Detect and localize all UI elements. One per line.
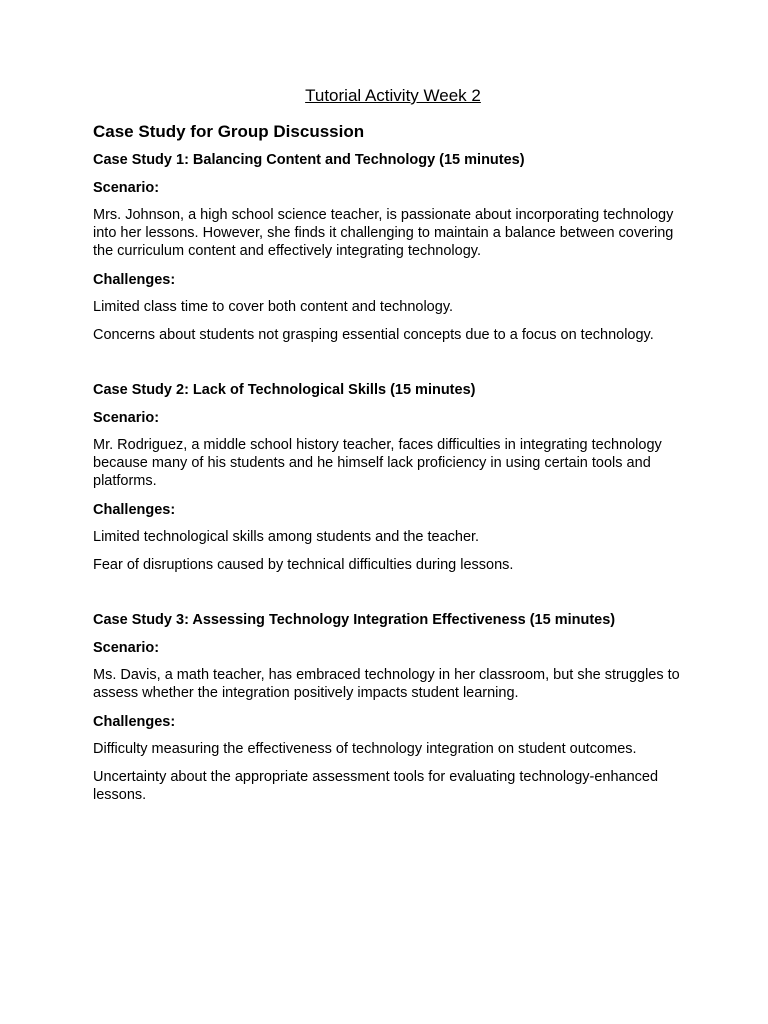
document-subtitle: Case Study for Group Discussion [93, 122, 365, 141]
scenario-label: Scenario: [93, 410, 160, 426]
case-study-2 [93, 380, 693, 574]
case-study-3 [93, 610, 693, 804]
scenario-label: Scenario: [93, 640, 160, 656]
challenges-label: Challenges: [93, 714, 176, 730]
scenario-label: Scenario: [93, 180, 160, 196]
challenge-item: Difficulty measuring the effectiveness of technology integration on student outcomes. [93, 741, 637, 757]
case-study-1 [93, 150, 693, 344]
challenge-item: Uncertainty about the appropriate assessment tools for evaluating technology-enhanced lessons. [93, 769, 659, 803]
case-study-heading: Case Study 2: Lack of Technological Skills (15 minutes) [93, 382, 476, 398]
challenges-label: Challenges: [93, 502, 176, 518]
challenge-item: Concerns about students not grasping essential concepts due to a focus on technology. [93, 327, 654, 343]
challenge-item: Limited technological skills among students and the teacher. [93, 529, 480, 545]
section-spacer [93, 584, 693, 610]
challenge-item: Limited class time to cover both content and technology. [93, 299, 454, 315]
challenges-label: Challenges: [93, 272, 176, 288]
scenario-text: Mrs. Johnson, a high school science teacher, is passionate about incorporating technology into her lessons. However, she finds it challenging to maintain a balance between covering the curriculum content and effectively integrating technology. [93, 207, 674, 259]
document-title: Tutorial Activity Week 2 [305, 86, 481, 105]
case-study-heading: Case Study 3: Assessing Technology Integration Effectiveness (15 minutes) [93, 612, 616, 628]
section-spacer [93, 354, 693, 380]
case-study-heading: Case Study 1: Balancing Content and Technology (15 minutes) [93, 152, 525, 168]
scenario-text: Ms. Davis, a math teacher, has embraced technology in her classroom, but she struggles to assess whether the integration positively impacts student learning. [93, 667, 680, 701]
scenario-text: Mr. Rodriguez, a middle school history teacher, faces difficulties in integrating technology because many of his students and he himself lack proficiency in using certain tools and platforms. [93, 437, 662, 489]
challenge-item: Fear of disruptions caused by technical difficulties during lessons. [93, 557, 514, 573]
document-page [93, 84, 693, 814]
